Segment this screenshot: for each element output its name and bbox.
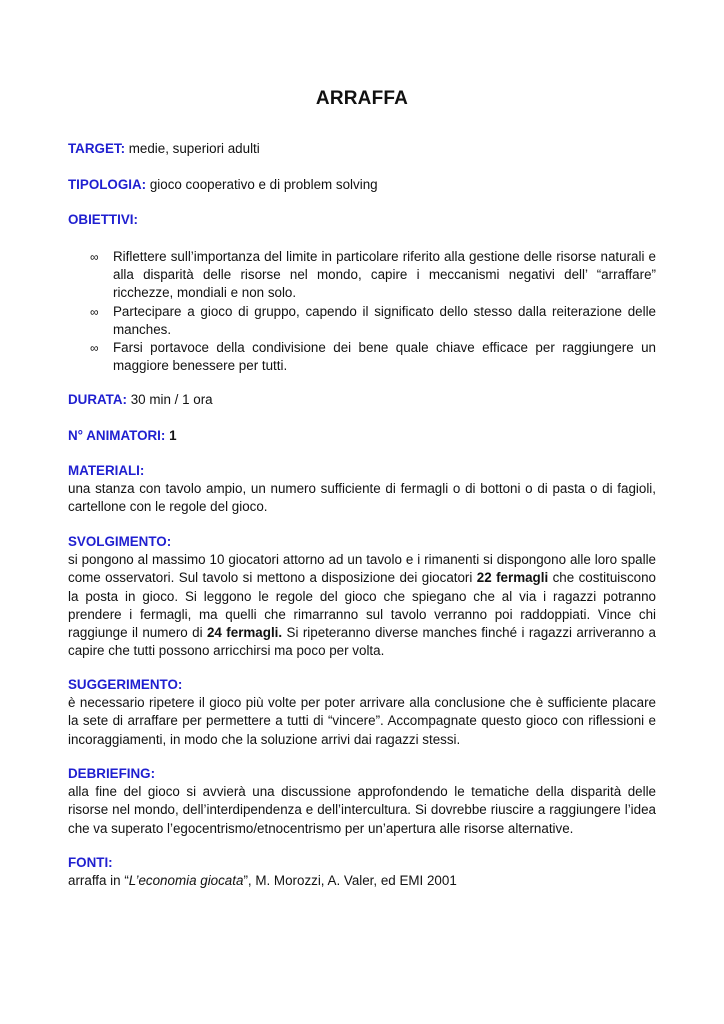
svolgimento-bold-24: 24 fermagli. bbox=[206, 625, 283, 641]
debriefing-text: alla fine del gioco si avvierà una discussione approfondendo le tematiche della disparità delle risorse nel mondo, dell’interdipendenza e dell’intercultura. Si dovrebbe riuscire a raggiungere l’idea che va superato l’egocentrismo/etnocentrismo per un’apertura alle risorse alternative. bbox=[68, 784, 656, 836]
suggerimento-text: è necessario ripetere il gioco più volte per poter arrivare alla conclusione che è sufficiente placare la sete di arraffare per permettere a tutti di “vincere”. Accompagnate questo gioco con riflessioni e incoraggiamenti, in modo che la soluzione arrivi dai ragazzi stessi. bbox=[68, 695, 656, 747]
durata-value: 30 min / 1 ora bbox=[127, 392, 213, 407]
svolgimento-bold-22: 22 fermagli bbox=[476, 570, 549, 586]
debriefing-section bbox=[68, 765, 656, 838]
fonti-text bbox=[68, 872, 656, 890]
fonti-section bbox=[68, 854, 656, 890]
list-item bbox=[90, 303, 656, 339]
fonti-book-title: L’economia giocata bbox=[128, 873, 244, 889]
document-title: ARRAFFA bbox=[315, 88, 409, 109]
target-line bbox=[68, 140, 656, 158]
materiali-section bbox=[68, 462, 656, 517]
svolgimento-part-2: che costituiscono la posta in gioco. Si leggono le regole del gioco che spiegano che al via i ragazzi potranno prendere i fermagli, ma quelli che rimarranno sul tavolo verranno poi raddoppiati. Vince chi raggiunge il numero di bbox=[68, 570, 656, 641]
obiettivo-text: Farsi portavoce della condivisione dei bene quale chiave efficace per raggiungere un maggiore benessere per tutti. bbox=[113, 340, 656, 374]
svolgimento-text bbox=[68, 551, 656, 660]
obiettivi-heading bbox=[68, 211, 656, 229]
obiettivi-list bbox=[90, 248, 656, 375]
animatori-value: 1 bbox=[165, 428, 177, 443]
tipologia-label: TIPOLOGIA: bbox=[68, 177, 147, 192]
durata-line bbox=[68, 391, 656, 409]
fonti-part-2: ”, M. Morozzi, A. Valer, ed EMI 2001 bbox=[243, 873, 457, 889]
svolgimento-section bbox=[68, 533, 656, 660]
suggerimento-section bbox=[68, 676, 656, 749]
infinity-bullet-icon: ∞ bbox=[90, 250, 99, 264]
fonti-label: FONTI: bbox=[68, 855, 113, 870]
tipologia-line bbox=[68, 176, 656, 194]
materiali-label: MATERIALI: bbox=[68, 463, 145, 478]
fonti-part-1: arraffa in “ bbox=[68, 873, 129, 889]
animatori-line bbox=[68, 427, 656, 445]
infinity-bullet-icon: ∞ bbox=[90, 341, 99, 356]
svolgimento-part-3: Si ripeteranno diverse manches finché i ragazzi arriveranno a capire che tutti possono arricchirsi ma poco per volta. bbox=[68, 625, 656, 659]
list-item bbox=[90, 248, 656, 303]
target-label: TARGET: bbox=[68, 141, 126, 156]
obiettivi-label: OBIETTIVI: bbox=[68, 212, 138, 227]
obiettivo-text: Riflettere sull’importanza del limite in particolare riferito alla gestione delle risorse naturali e alla disparità delle risorse nel mondo, capire i meccanismi negativi dell’ “arraffare” ricchezze, mondiali e non solo. bbox=[113, 249, 656, 301]
animatori-label: N° ANIMATORI: bbox=[68, 428, 166, 443]
durata-label: DURATA: bbox=[68, 392, 128, 407]
tipologia-value: gioco cooperativo e di problem solving bbox=[146, 177, 378, 192]
obiettivo-text: Partecipare a gioco di gruppo, capendo il significato dello stesso dalla reiterazione delle manches. bbox=[113, 303, 656, 337]
materiali-text: una stanza con tavolo ampio, un numero sufficiente di fermagli o di bottoni o di pasta o di fagioli, cartellone con le regole del gioco. bbox=[68, 481, 656, 515]
svolgimento-part-1: si pongono al massimo 10 giocatori attorno ad un tavolo e i rimanenti si dispongono alle loro spalle come osservatori. Sul tavolo si mettono a disposizione dei giocatori bbox=[68, 552, 656, 586]
svolgimento-label: SVOLGIMENTO: bbox=[68, 534, 172, 549]
debriefing-label: DEBRIEFING: bbox=[68, 766, 156, 781]
target-value: medie, superiori adulti bbox=[125, 141, 260, 156]
suggerimento-label: SUGGERIMENTO: bbox=[68, 677, 183, 692]
list-item bbox=[90, 339, 656, 375]
infinity-bullet-icon: ∞ bbox=[90, 304, 99, 319]
